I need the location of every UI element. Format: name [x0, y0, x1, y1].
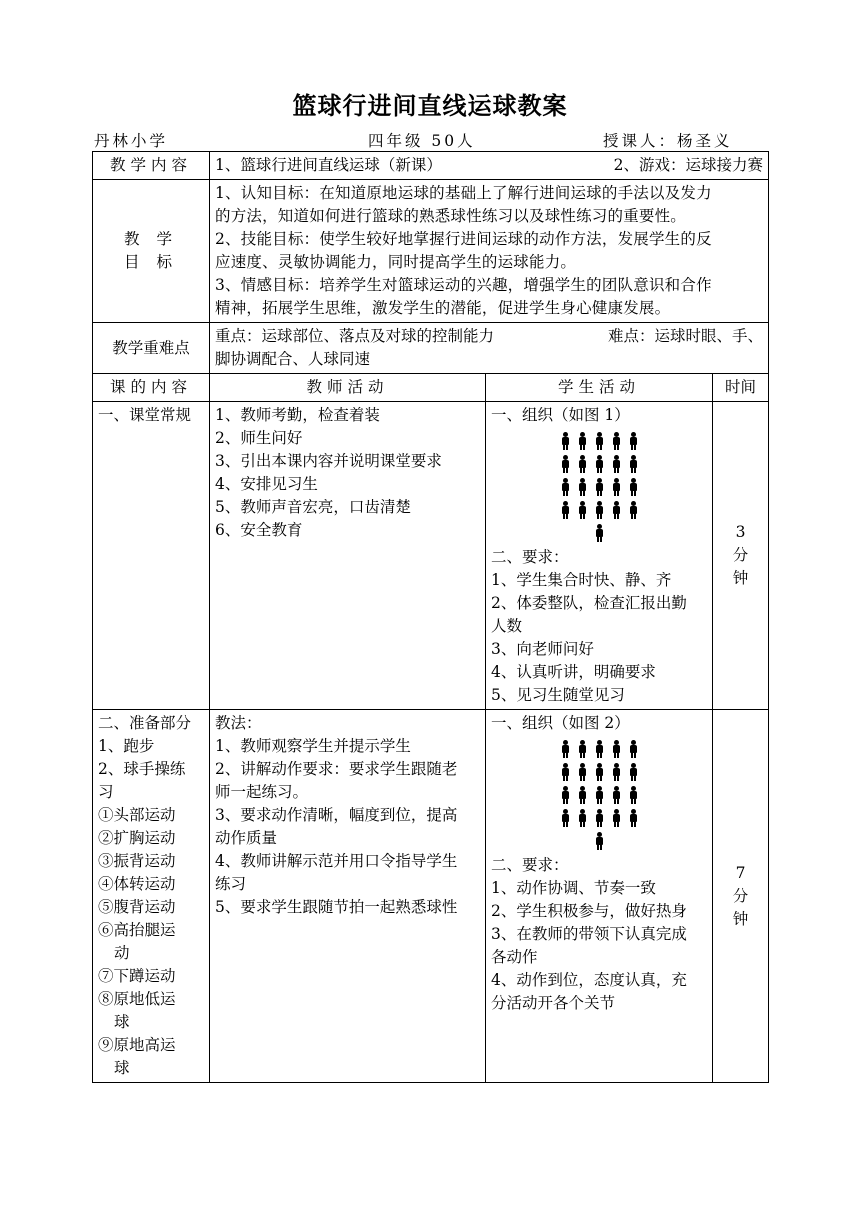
teacher-name: 授课人：杨圣义: [603, 132, 733, 150]
teacher-figure-icon: [595, 832, 603, 850]
student-requirement: 3、在教师的带领下认真完成: [491, 925, 687, 943]
time-unit: 分: [732, 546, 749, 564]
time-value: 3: [735, 523, 746, 541]
grade-info: 四年级 50人: [368, 132, 476, 150]
student-figure-icon: [595, 478, 603, 496]
student-requirement: 5、见习生随堂见习: [491, 686, 625, 704]
teacher-activity-item: 4、安排见习生: [215, 475, 318, 493]
time-unit: 分: [732, 886, 749, 905]
goal-line: 1、认知目标：在知道原地运球的基础上了解行进间运球的手法以及发力: [215, 184, 712, 202]
content-item-2: 2、游戏：运球接力赛: [613, 156, 764, 174]
student-figure-icon: [578, 763, 586, 781]
course-item: ②扩胸运动: [98, 829, 176, 847]
course-item: ⑨原地高运: [98, 1036, 176, 1054]
student-figure-icon: [561, 786, 569, 804]
col-course-header: 课的内容: [93, 374, 210, 402]
teaching-content-cell: [210, 152, 769, 180]
section1-time: [713, 402, 769, 710]
student-figure-icon: [561, 763, 569, 781]
teaching-goals-label: [93, 180, 210, 323]
teacher-activity-item: 4、教师讲解示范并用口令指导学生: [215, 852, 458, 870]
difficult-point: 难点：运球时眼、手、: [608, 327, 764, 345]
goal-line: 精神，拓展学生思维，激发学生的潜能，促进学生身心健康发展。: [215, 299, 671, 317]
student-organization: 一、组织（如图 1）: [491, 406, 630, 424]
key-points-row: [93, 323, 769, 374]
student-figure-icon: [612, 455, 620, 473]
student-figure-icon: [578, 809, 586, 827]
student-figure-icon: [629, 763, 637, 781]
student-figure-icon: [561, 478, 569, 496]
student-requirement: 分活动开各个关节: [491, 994, 616, 1012]
student-figure-icon: [578, 455, 586, 473]
teaching-goals-row: [93, 180, 769, 323]
student-figure-icon: [612, 809, 620, 827]
course-item: 习: [98, 783, 114, 801]
teaching-content-label: 教学内容: [93, 152, 210, 180]
student-requirement: 4、认真听讲，明确要求: [491, 663, 656, 681]
section-warmup-row: [93, 710, 769, 1083]
course-item: ④体转运动: [98, 875, 176, 893]
student-requirement: 4、动作到位，态度认真，充: [491, 971, 687, 989]
student-figure-icon: [595, 809, 603, 827]
page-title: 篮球行进间直线运球教案: [292, 91, 568, 120]
student-figure-icon: [595, 432, 603, 450]
student-figure-icon: [629, 455, 637, 473]
student-figure-icon: [629, 432, 637, 450]
section1-student: [486, 402, 713, 710]
goal-line: 的方法，知道如何进行篮球的熟悉球性练习以及球性练习的重要性。: [215, 207, 687, 225]
course-item: ⑧原地低运: [98, 990, 176, 1008]
teacher-activity-item: 师一起练习。: [215, 783, 309, 801]
teacher-activity-item: 3、要求动作清晰，幅度到位，提高: [215, 806, 458, 824]
student-figure-icon: [561, 501, 569, 519]
col-time-header: 时间: [713, 374, 769, 402]
course-item: 2、球手操练: [98, 760, 186, 778]
course-item: 动: [114, 944, 130, 962]
teacher-activity-item: 练习: [215, 875, 247, 893]
course-item: 1、跑步: [98, 737, 155, 755]
course-item: ③振背运动: [98, 852, 176, 870]
formation-figure-2: [491, 735, 707, 854]
student-requirement: 2、体委整队，检查汇报出勤: [491, 594, 687, 612]
column-header-row: [93, 374, 769, 402]
section2-teacher: [210, 710, 486, 1083]
course-item: ①头部运动: [98, 806, 176, 824]
student-figure-icon: [578, 740, 586, 758]
teacher-activity-item: 2、师生问好: [215, 429, 303, 447]
teacher-activity-item: 1、教师考勤，检查着装: [215, 406, 380, 424]
student-figure-icon: [561, 432, 569, 450]
student-requirement: 1、学生集合时快、静、齐: [491, 571, 672, 589]
goal-line: 3、情感目标：培养学生对篮球运动的兴趣，增强学生的团队意识和合作: [215, 276, 712, 294]
student-figure-icon: [612, 478, 620, 496]
student-figure-icon: [612, 432, 620, 450]
teacher-activity-item: 1、教师观察学生并提示学生: [215, 737, 411, 755]
section1-course: 一、课堂常规: [93, 402, 210, 710]
student-figure-icon: [629, 786, 637, 804]
teacher-figure-icon: [595, 524, 603, 542]
teaching-goals-text: [210, 180, 769, 323]
col-teacher-header: 教师活动: [210, 374, 486, 402]
student-figure-icon: [612, 740, 620, 758]
student-figure-icon: [629, 740, 637, 758]
goal-line: 应速度、灵敏协调能力，同时提高学生的运球能力。: [215, 253, 577, 271]
student-requirements-title: 二、要求：: [491, 856, 569, 874]
teaching-content-row: [93, 152, 769, 180]
time-unit: 钟: [732, 569, 749, 587]
section-routine-row: [93, 402, 769, 710]
time-value: 7: [735, 863, 746, 882]
teacher-activity-item: 动作质量: [215, 829, 278, 847]
student-requirements-title: 二、要求：: [491, 548, 569, 566]
student-figure-icon: [595, 763, 603, 781]
goal-line: 2、技能目标：使学生较好地掌握行进间运球的动作方法，发展学生的反: [215, 230, 712, 248]
teacher-activity-item: 5、教师声音宏亮，口齿清楚: [215, 498, 411, 516]
content-item-1: 1、篮球行进间直线运球（新课）: [215, 156, 442, 174]
teacher-activity-item: 3、引出本课内容并说明课堂要求: [215, 452, 442, 470]
student-figure-icon: [595, 455, 603, 473]
course-item: 球: [114, 1013, 130, 1031]
student-organization: 一、组织（如图 2）: [491, 714, 630, 732]
student-figure-icon: [629, 809, 637, 827]
section2-student: [486, 710, 713, 1083]
student-requirement: 1、动作协调、节奏一致: [491, 879, 656, 897]
teacher-activity-item: 6、安全教育: [215, 521, 303, 539]
student-requirement: 2、学生积极参与，做好热身: [491, 902, 687, 920]
student-figure-icon: [612, 501, 620, 519]
section2-time: [713, 710, 769, 1083]
col-student-header: 学生活动: [486, 374, 713, 402]
student-requirement: 人数: [491, 617, 523, 635]
student-figure-icon: [629, 478, 637, 496]
section2-course: [93, 710, 210, 1083]
student-figure-icon: [561, 740, 569, 758]
student-figure-icon: [595, 740, 603, 758]
goals-label-line-2: 目 标: [124, 253, 178, 271]
student-figure-icon: [561, 809, 569, 827]
section1-teacher: [210, 402, 486, 710]
teacher-activity-item: 5、要求学生跟随节拍一起熟悉球性: [215, 898, 458, 916]
lesson-plan-table: [92, 151, 769, 1083]
teacher-activity-item: 教法：: [215, 714, 262, 732]
course-item: ⑦下蹲运动: [98, 967, 176, 985]
key-points-text: [210, 323, 769, 374]
student-figure-icon: [612, 786, 620, 804]
teacher-activity-item: 2、讲解动作要求：要求学生跟随老: [215, 760, 458, 778]
time-unit: 钟: [732, 909, 749, 928]
course-item: ⑥高抬腿运: [98, 921, 176, 939]
student-figure-icon: [595, 501, 603, 519]
key-point: 重点：运球部位、落点及对球的控制能力: [215, 327, 495, 345]
course-item: 球: [114, 1059, 130, 1077]
formation-figure-1: [491, 427, 707, 546]
student-figure-icon: [561, 455, 569, 473]
difficult-point-cont: 脚协调配合、人球同速: [215, 350, 371, 368]
student-figure-icon: [612, 763, 620, 781]
student-requirement: 各动作: [491, 948, 538, 966]
student-figure-icon: [578, 501, 586, 519]
school-name: 丹林小学: [94, 132, 169, 150]
goals-label-line-1: 教 学: [124, 230, 178, 248]
student-figure-icon: [578, 478, 586, 496]
student-figure-icon: [595, 786, 603, 804]
student-figure-icon: [629, 501, 637, 519]
key-points-label: 教学重难点: [93, 323, 210, 374]
course-item: ⑤腹背运动: [98, 898, 176, 916]
student-figure-icon: [578, 786, 586, 804]
student-requirement: 3、向老师问好: [491, 640, 594, 658]
student-figure-icon: [578, 432, 586, 450]
course-item: 二、准备部分: [98, 714, 192, 732]
